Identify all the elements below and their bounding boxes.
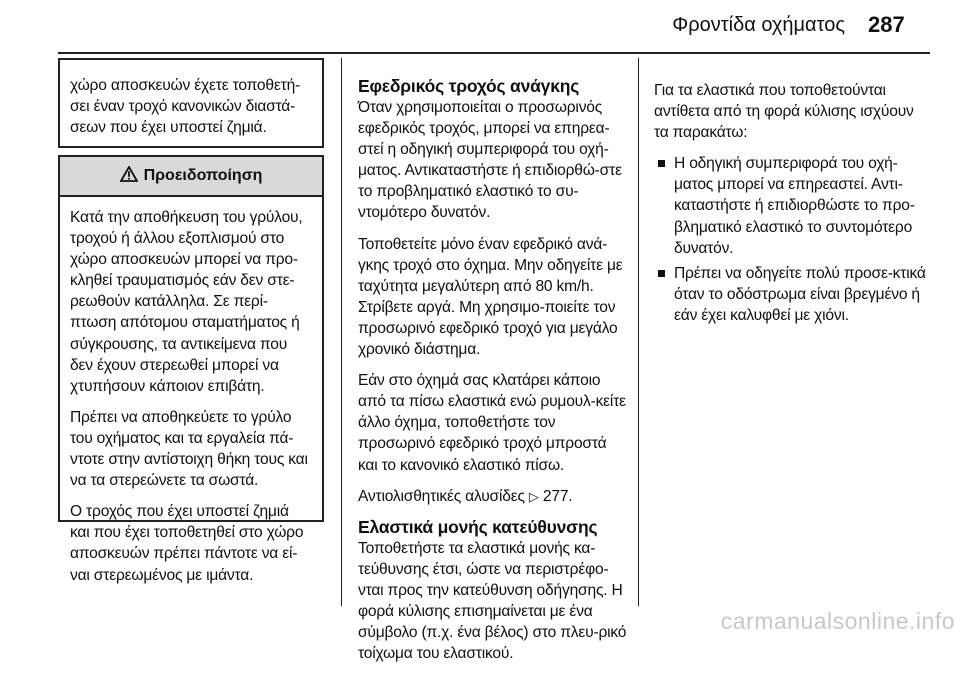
list-item-text: Πρέπει να οδηγείτε πολύ προσε-κτικά όταν το οδόστρωμα είναι βρεγμένο ή εάν έχει καλυφθεί με χιόνι.: [674, 264, 926, 324]
cross-reference-text: Αντιολισθητικές αλυσίδες: [358, 487, 525, 505]
continued-note-box: [58, 58, 324, 148]
header-rule: [58, 52, 930, 54]
body-paragraph: Εάν στο όχημά σας κλατάρει κάποιο από τα πίσω ελαστικά ενώ ρυμουλ-κείτε άλλο όχημα, τοποθετήστε τον προσωρινό εφεδρικό τροχό μπροστά και το κανονικό ελαστικό πίσω.: [358, 372, 626, 474]
page-number: 287: [868, 12, 905, 37]
bullet-square-icon: [658, 270, 665, 277]
list-item-text: Η οδηγική συμπεριφορά του οχή-ματος μπορεί να επηρεαστεί. Αντι-καταστήστε ή επιδιορθώστε το προ-βληματικό ελαστικό το συντομότερο δυνατόν.: [674, 155, 915, 257]
section-heading-directional-tyres: Ελαστικά μονής κατεύθυνσης: [358, 516, 598, 537]
warning-paragraph: Κατά την αποθήκευση του γρύλου, τροχού ή άλλου εξοπλισμού στο χώρο αποσκευών μπορεί να προ-κληθεί τραυματισμός εάν δεν στε-ρεωθούν κατάλληλα. Σε περί-πτωση απότομου σταματήματος ή σύγκρουσης, τα αντικείμενα που δεν έχουν στερεωθεί μπορεί να χτυπήσουν κάποιον επιβάτη.: [70, 209, 303, 395]
warning-header: [60, 157, 322, 197]
bullet-list: [654, 153, 929, 326]
body-paragraph: Τοποθετείτε μόνο έναν εφεδρικό ανά-γκης τροχό στο όχημα. Μην οδηγείτε με ταχύτητα μεγαλύτερη από 80 km/h. Στρίβετε αργά. Μη χρησιμο-ποιείτε τον προσωρινό εφεδρικό τροχό για μεγάλο χρονικό διάστημα.: [358, 235, 623, 359]
warning-triangle-icon: [120, 166, 138, 187]
list-item: [654, 263, 929, 326]
column-right: [654, 80, 929, 330]
warning-paragraph: Πρέπει να αποθηκεύετε το γρύλο του οχήματος και τα εργαλεία πά-ντοτε στην αντίστοιχη θήκη τους και να τα στερεώνετε τα σωστά.: [70, 408, 308, 490]
warning-heading: Προειδοποίηση: [143, 167, 263, 184]
bullet-square-icon: [658, 160, 665, 167]
warning-body: [60, 197, 322, 586]
section-heading-spare-wheel: Εφεδρικός τροχός ανάγκης: [358, 76, 580, 96]
body-paragraph: Όταν χρησιμοποιείται ο προσωρινός εφεδρικός τροχός, μπορεί να επηρεα-στεί η οδηγική συμπεριφορά του οχή-ματος. Αντικαταστήστε ή επιδιορθώ-στε το προβληματικό ελαστικό το συ-ντομότερο δυνατόν.: [358, 99, 622, 222]
column-divider: [341, 58, 342, 606]
section-title: Φροντίδα οχήματος: [672, 14, 845, 36]
warning-box: [58, 155, 324, 584]
cross-reference[interactable]: [358, 486, 628, 507]
page-reference-arrow-icon: ▷: [528, 488, 539, 504]
list-item: [654, 153, 929, 258]
cross-reference-page: 277.: [542, 487, 573, 505]
column-divider: [638, 58, 639, 606]
warning-paragraph: Ο τροχός που έχει υποστεί ζημιά και που έχει τοποθετηθεί στο χώρο αποσκευών πρέπει πάντοτε να εί-ναι στερεωμένος με ιμάντα.: [70, 503, 304, 584]
body-paragraph: Τοποθετήστε τα ελαστικά μονής κα-τεύθυνσης έτσι, ώστε να περιστρέφο-νται προς την κατεύθυνση οδήγησης. Η φορά κύλισης επισημαίνεται με ένα σύμβολο (π.χ. ένα βέλος) στο πλευ-ρικό τοίχωμα του ελαστικού.: [358, 539, 627, 663]
continued-note-text: χώρο αποσκευών έχετε τοποθετή-σει έναν τροχό κανονικών διαστά-σεων που έχει υποστεί ζημιά.: [70, 77, 301, 137]
watermark: carmanualsonline.info: [720, 608, 955, 634]
body-paragraph: Για τα ελαστικά που τοποθετούνται αντίθετα από τη φορά κύλισης ισχύουν τα παρακάτω:: [654, 82, 914, 142]
column-middle: [358, 76, 628, 674]
